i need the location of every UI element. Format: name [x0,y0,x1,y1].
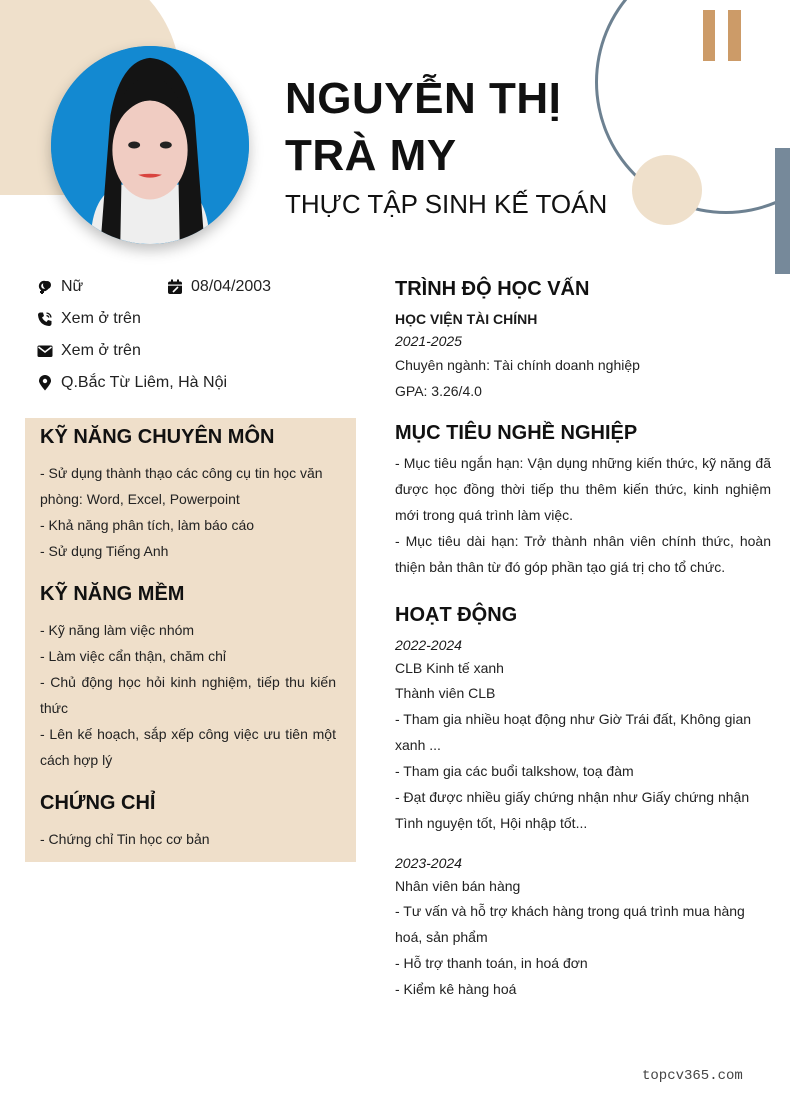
objective-list [395,450,771,580]
list-item: - Hỗ trợ thanh toán, in hoá đơn [395,955,588,971]
decorative-slate-bar [775,148,790,274]
professional-skills-list [40,460,336,564]
profile-photo-icon [51,46,249,244]
phone-value: Xem ở trên [61,310,141,327]
activity-position: Nhân viên bán hàng [395,878,521,894]
list-item: - Mục tiêu ngắn hạn: Vận dụng những kiến thức, kỹ năng đã được học đồng thời tiếp thu thêm kiến thức, kinh nghiệm mới trong quá trình làm việc. [395,455,771,523]
contact-phone [37,308,141,330]
watermark: topcv365.com [642,1068,743,1084]
envelope-icon [37,343,53,359]
activities-section [395,602,771,1002]
activity-items [395,706,771,836]
activity-position: Thành viên CLB [395,685,496,701]
education-gpa: GPA: 3.26/4.0 [395,383,482,399]
list-item: - Chứng chỉ Tin học cơ bản [40,831,210,847]
soft-skills-title: KỸ NĂNG MỀM [40,583,185,605]
decorative-orange-bar [728,10,741,61]
address-value: Q.Bắc Từ Liêm, Hà Nội [61,374,228,391]
gender-icon [37,279,53,295]
contact-birthday [167,276,271,298]
objective-section [395,420,771,580]
job-title: THỰC TẬP SINH KẾ TOÁN [285,189,608,219]
list-item: - Làm việc cẩn thận, chăm chỉ [40,648,226,664]
list-item: - Tham gia các buổi talkshow, toạ đàm [395,763,634,779]
contact-gender [37,276,83,298]
email-value: Xem ở trên [61,342,141,359]
name-line-2: TRÀ MY [285,131,457,180]
education-title: TRÌNH ĐỘ HỌC VẤN [395,278,590,300]
contact-email [37,340,141,362]
list-item: - Kiểm kê hàng hoá [395,981,517,997]
list-item: - Tư vấn và hỗ trợ khách hàng trong quá trình mua hàng hoá, sản phẩm [395,903,745,945]
activity-period: 2022-2024 [395,637,462,653]
list-item: - Sử dụng thành thạo các công cụ tin học văn phòng: Word, Excel, Powerpoint [40,465,323,507]
school-name: HỌC VIỆN TÀI CHÍNH [395,311,538,327]
list-item: - Chủ động học hỏi kinh nghiệm, tiếp thu kiến thức [40,674,336,716]
list-item: - Đạt được nhiều giấy chứng nhận như Giấy chứng nhận Tình nguyện tốt, Hội nhập tốt... [395,789,750,831]
candidate-name [285,70,561,184]
objective-title: MỤC TIÊU NGHỀ NGHIỆP [395,422,638,444]
professional-skills-title: KỸ NĂNG CHUYÊN MÔN [40,426,275,448]
activity-period: 2023-2024 [395,855,462,871]
decorative-beige-dot [632,155,702,225]
decorative-orange-bar [703,10,715,61]
activity-org: CLB Kinh tế xanh [395,660,504,676]
list-item: - Sử dụng Tiếng Anh [40,543,169,559]
skills-panel [25,418,356,862]
list-item: - Lên kế hoạch, sắp xếp công việc ưu tiên một cách hợp lý [40,726,336,768]
phone-icon [37,311,53,327]
education-section [395,276,771,404]
education-period: 2021-2025 [395,333,462,349]
soft-skills-list [40,617,336,773]
activities-title: HOẠT ĐỘNG [395,604,518,626]
location-pin-icon [37,375,53,391]
avatar [51,46,249,244]
certificates-title: CHỨNG CHỈ [40,792,156,814]
list-item: - Mục tiêu dài hạn: Trở thành nhân viên chính thức, hoàn thiện bản thân từ đó góp phần tạo giá trị cho tổ chức. [395,533,771,575]
certificates-list [40,826,336,852]
list-item: - Kỹ năng làm việc nhóm [40,622,195,638]
list-item: - Khả năng phân tích, làm báo cáo [40,517,255,533]
calendar-icon [167,279,183,295]
education-major: Chuyên ngành: Tài chính doanh nghiệp [395,357,640,373]
main-column [395,276,771,1002]
gender-value: Nữ [61,278,84,295]
activity-items [395,898,771,1002]
activity-entry [395,634,771,836]
activity-entry [395,852,771,1002]
name-line-1: NGUYỄN THỊ [285,74,562,123]
list-item: - Tham gia nhiều hoạt động như Giờ Trái đất, Không gian xanh ... [395,711,752,753]
contact-address [37,372,227,394]
birthday-value: 08/04/2003 [191,278,272,295]
